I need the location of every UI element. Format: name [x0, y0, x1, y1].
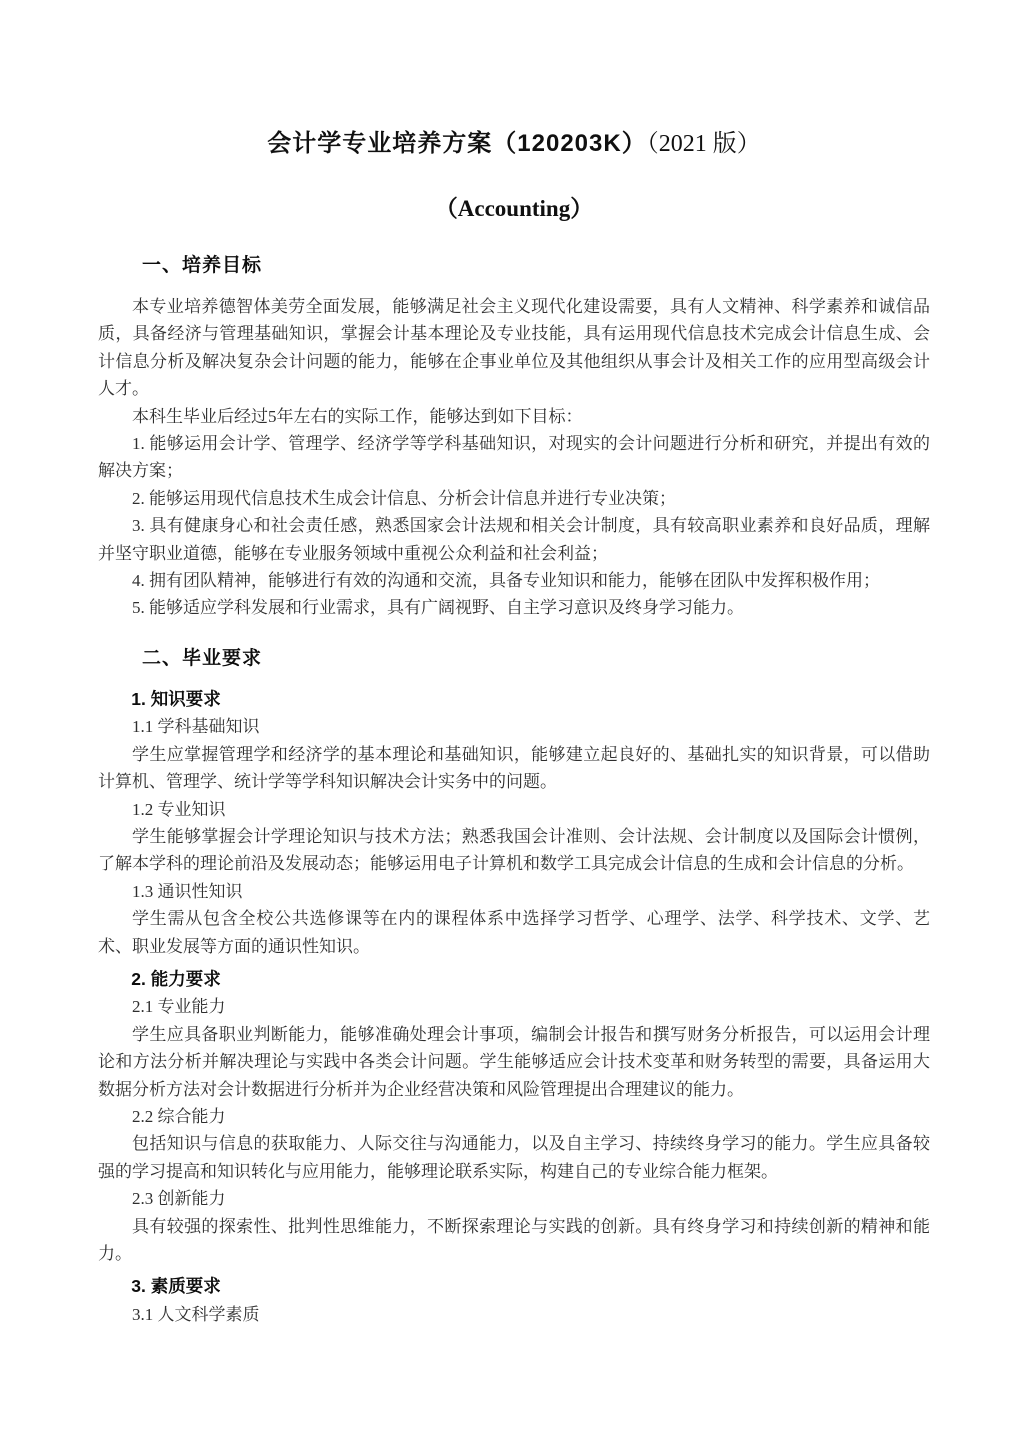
objective-goal-item: 2. 能够运用现代信息技术生成会计信息、分析会计信息并进行专业决策；	[132, 488, 676, 508]
section-heading-graduation: 二、毕业要求	[142, 647, 263, 669]
requirement-paragraph: 学生需从包含全校公共选修课等在内的课程体系中选择学习哲学、心理学、法学、科学技术、文学、艺术、职业发展等方面的通识性知识。	[98, 909, 930, 956]
requirement-subtitle: 2.3 创新能力	[132, 1189, 226, 1209]
requirement-subtitle: 2.2 综合能力	[132, 1106, 226, 1126]
doc-subtitle: （Accounting）	[434, 196, 594, 221]
objective-goal-item: 4. 拥有团队精神，能够进行有效的沟通和交流，具备专业知识和能力，能够在团队中发挥积极作用；	[132, 571, 880, 591]
objective-goal-item: 1. 能够运用会计学、管理学、经济学等学科基础知识，对现实的会计问题进行分析和研究，并提出有效的解决方案；	[98, 434, 930, 481]
doc-title-edition: （2021 版）	[646, 131, 761, 157]
requirement-title-knowledge: 1. 知识要求	[131, 688, 221, 709]
requirement-subtitle: 2.1 专业能力	[132, 997, 226, 1017]
requirement-subtitle: 3.1 人文科学素质	[132, 1304, 260, 1324]
objective-goal-item: 3. 具有健康身心和社会责任感，熟悉国家会计法规和相关会计制度，具有较高职业素养和良好品质，理解并坚守职业道德，能够在专业服务领域中重视公众利益和社会利益；	[98, 516, 930, 563]
requirement-paragraph: 包括知识与信息的获取能力、人际交往与沟通能力，以及自主学习、持续终身学习的能力。学生应具备较强的学习提高和知识转化与应用能力，能够理论联系实际，构建自己的专业综合能力框架。	[98, 1134, 930, 1181]
requirement-paragraph: 学生能够掌握会计学理论知识与技术方法；熟悉我国会计准则、会计法规、会计制度以及国际会计惯例，了解本学科的理论前沿及发展动态；能够运用电子计算机和数学工具完成会计信息的生成和会计信息的分析。	[98, 826, 930, 874]
doc-title-main: 会计学专业培养方案（120203K）	[267, 130, 647, 157]
requirement-paragraph: 具有较强的探索性、批判性思维能力，不断探索理论与实践的创新。具有终身学习和持续创新的精神和能力。	[98, 1216, 930, 1263]
requirement-title-quality: 3. 素质要求	[131, 1276, 221, 1297]
requirement-paragraph: 学生应具备职业判断能力，能够准确处理会计事项，编制会计报告和撰写财务分析报告，可以运用会计理论和方法分析并解决理论与实践中各类会计问题。学生能够适应会计技术变革和财务转型的需要，具备运用大数据分析方法对会计数据进行分析并为企业经营决策和风险管理提出合理建议的能力。	[98, 1024, 930, 1099]
requirement-subtitle: 1.3 通识性知识	[132, 881, 243, 901]
objectives-lead-paragraph: 本科生毕业后经过5年左右的实际工作，能够达到如下目标：	[132, 406, 583, 426]
requirement-title-ability: 2. 能力要求	[131, 968, 221, 989]
requirement-subtitle: 1.1 学科基础知识	[132, 717, 260, 737]
objective-goal-item: 5. 能够适应学科发展和行业需求，具有广阔视野、自主学习意识及终身学习能力。	[132, 598, 744, 618]
requirement-subtitle: 1.2 专业知识	[132, 799, 226, 819]
requirement-paragraph: 学生应掌握管理学和经济学的基本理论和基础知识，能够建立起良好的、基础扎实的知识背景，可以借助计算机、管理学、统计学等学科知识解决会计实务中的问题。	[98, 744, 930, 792]
objectives-intro-paragraph: 本专业培养德智体美劳全面发展，能够满足社会主义现代化建设需要，具有人文精神、科学素养和诚信品质，具备经济与管理基础知识，掌握会计基本理论及专业技能，具有运用现代信息技术完成会计信息生成、会计信息分析及解决复杂会计问题的能力，能够在企事业单位及其他组织从事会计及相关工作的应用型高级会计人才。	[98, 297, 930, 399]
doc-title	[98, 128, 930, 160]
section-heading-objectives: 一、培养目标	[142, 255, 263, 276]
